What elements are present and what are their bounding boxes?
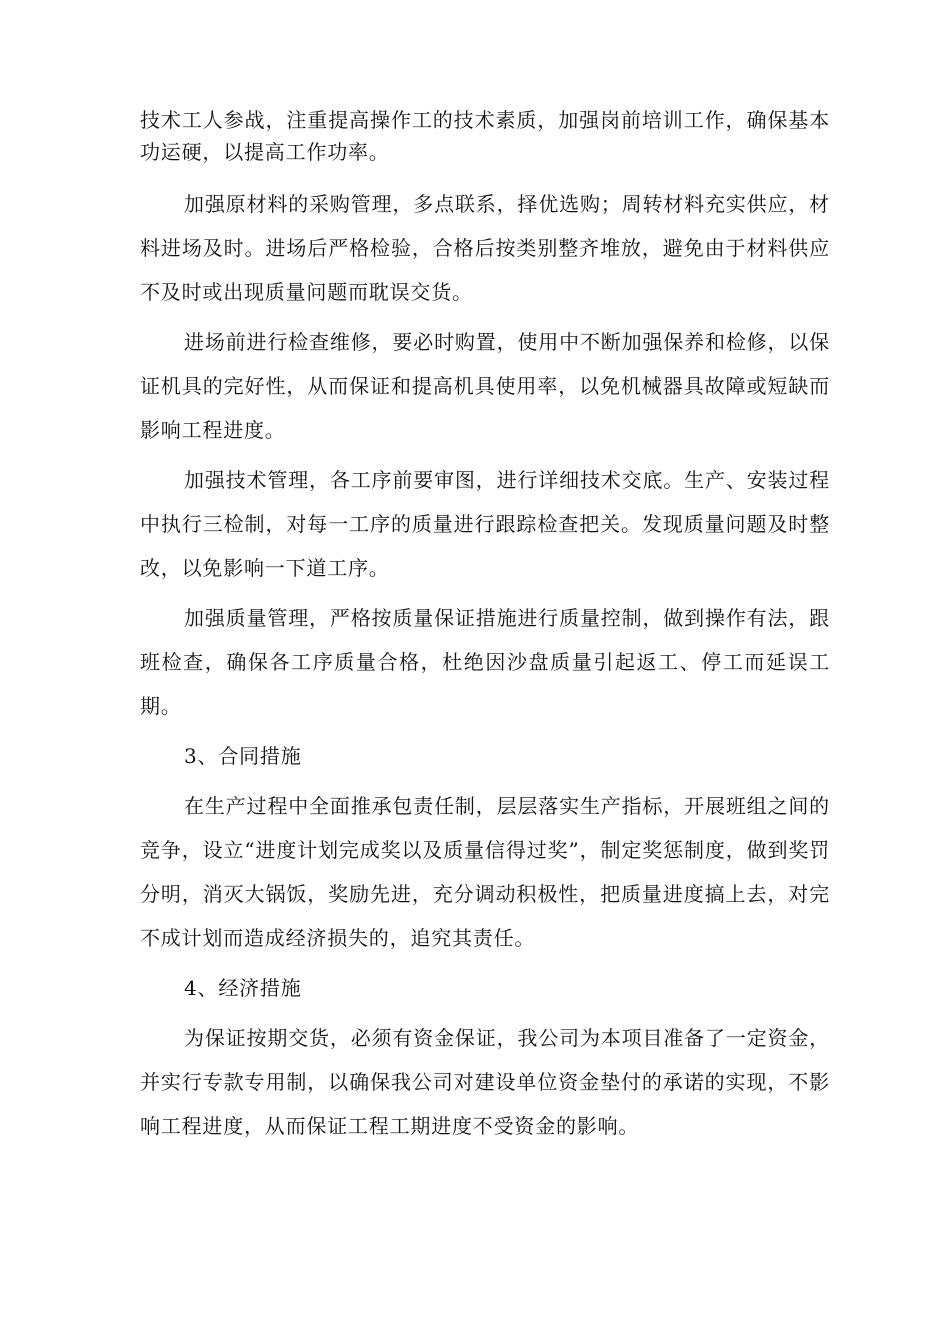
section-heading-economic: 4、经济措施 [184, 976, 302, 1000]
paragraph-economic-measures: 为保证按期交货，必须有资金保证，我公司为本项目准备了一定资金，并实行专款专用制，以确保我公司对建设单位资金垫付的承诺的实现，不影响工程进度，从而保证工程工期进度不受资金的影响。 [140, 1026, 830, 1138]
document-body [140, 104, 830, 1148]
paragraph-equipment: 进场前进行检查维修，要必时购置，使用中不断加强保养和检修，以保证机具的完好性，从而保证和提高机具使用率，以免机械器具故障或短缺而影响工程进度。 [140, 330, 830, 442]
paragraph-technical-management: 加强技术管理，各工序前要审图，进行详细技术交底。生产、安装过程中执行三检制，对每一工序的质量进行跟踪检查把关。发现质量问题及时整改，以免影响一下道工序。 [140, 468, 830, 580]
section-heading-contract: 3、合同措施 [184, 744, 302, 768]
paragraph-training: 技术工人参战，注重提高操作工的技术素质，加强岗前培训工作，确保基本功运硬，以提高工作功率。 [140, 108, 830, 164]
paragraph-contract-measures: 在生产过程中全面推承包责任制，层层落实生产指标，开展班组之间的竞争，设立“进度计划完成奖以及质量信得过奖”，制定奖惩制度，做到奖罚分明，消灭大锅饭，奖励先进，充分调动积极性，把质量进度搞上去，对完不成计划而造成经济损失的，追究其责任。 [140, 794, 830, 950]
paragraph-quality-management: 加强质量管理，严格按质量保证措施进行质量控制，做到操作有法，跟班检查，确保各工序质量合格，杜绝因沙盘质量引起返工、停工而延误工期。 [140, 606, 830, 718]
paragraph-materials: 加强原材料的采购管理，多点联系，择优选购；周转材料充实供应，材料进场及时。进场后严格检验，合格后按类别整齐堆放，避免由于材料供应不及时或出现质量问题而耽误交货。 [140, 192, 830, 304]
